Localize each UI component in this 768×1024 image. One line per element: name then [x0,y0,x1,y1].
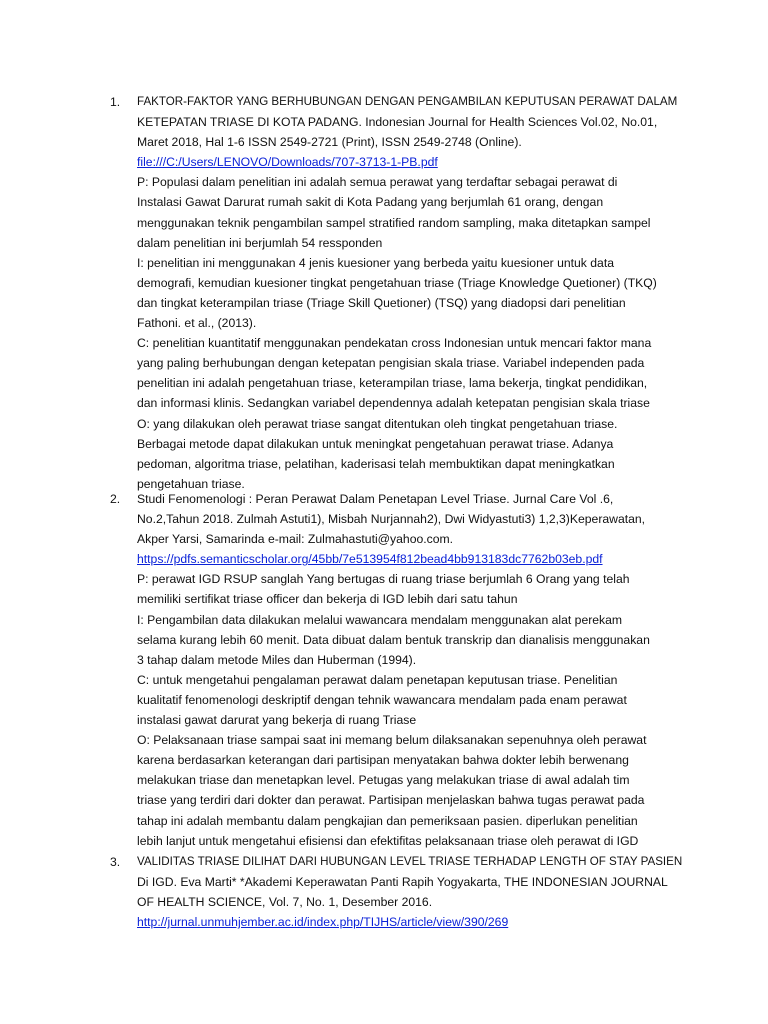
text-line: O: Pelaksanaan triase sampai saat ini memang belum dilaksanakan sepenuhnya oleh perawat [137,733,647,748]
text-line: Akper Yarsi, Samarinda e-mail: Zulmahastuti@yahoo.com. [137,532,454,547]
text-line: instalasi gawat darurat yang bekerja di ruang Triase [137,713,417,728]
reference-link[interactable]: http://jurnal.unmuhjember.ac.id/index.php/TIJHS/article/view/390/269 [137,915,509,930]
text-line: dan tingkat keterampilan triase (Triage Skill Quetioner) (TSQ) yang diadopsi dari penelitian [137,295,626,310]
text-line: VALIDITAS TRIASE DILIHAT DARI HUBUNGAN LEVEL TRIASE TERHADAP LENGTH OF STAY PASIEN [137,855,683,868]
text-line: tahap ini adalah membantu dalam pengkajian dan pemeriksaan pasien. diperlukan penelitian [137,813,638,828]
text-line: Maret 2018, Hal 1-6 ISSN 2549-2721 (Print), ISSN 2549-2748 (Online). [137,135,522,150]
text-line: 3 tahap dalam metode Miles dan Huberman (1994). [137,652,417,667]
text-line: lebih lanjut untuk mengetahui efisiensi dan efektifitas pelaksanaan triase oleh perawat di IGD [137,833,639,848]
text-line: I: penelitian ini menggunakan 4 jenis kuesioner yang berbeda yaitu kuesioner untuk data [137,255,614,270]
text-line: yang paling berhubungan dengan ketepatan pengisian skala triase. Variabel independen pada [137,356,645,371]
text-line: OF HEALTH SCIENCE, Vol. 7, No. 1, Desember 2016. [137,895,433,910]
text-line: dalam penelitian ini berjumlah 54 ressponden [137,235,383,250]
item-body [137,489,685,851]
text-line: Instalasi Gawat Darurat rumah sakit di Kota Padang yang berjumlah 61 orang, dengan [137,195,604,210]
text-line: Berbagai metode dapat dilakukan untuk meningkat pengetahuan perawat triase. Adanya [137,436,614,451]
text-line: P: perawat IGD RSUP sanglah Yang bertugas di ruang triase berjumlah 6 Orang yang telah [137,572,630,587]
reference-link[interactable]: file:///C:/Users/LENOVO/Downloads/707-3713-1-PB.pdf [137,155,438,170]
text-line: C: penelitian kuantitatif menggunakan pendekatan cross Indonesian untuk mencari faktor mana [137,336,652,351]
text-line: O: yang dilakukan oleh perawat triase sangat ditentukan oleh tingkat pengetahuan triase. [137,416,618,431]
text-line: KETEPATAN TRIASE DI KOTA PADANG. Indonesian Journal for Health Sciences Vol.02, No.01, [137,115,658,130]
text-line: Studi Fenomenologi : Peran Perawat Dalam Penetapan Level Triase. Jurnal Care Vol .6, [137,492,614,506]
text-line: FAKTOR-FAKTOR YANG BERHUBUNGAN DENGAN PENGAMBILAN KEPUTUSAN PERAWAT DALAM [137,95,678,108]
text-line: No.2,Tahun 2018. Zulmah Astuti1), Misbah Nurjannah2), Dwi Widyastuti3) 1,2,3)Keperawatan, [137,512,646,527]
text-line: demografi, kemudian kuesioner tingkat pengetahuan triase (Triage Knowledge Quetioner) (TKQ) [137,275,657,290]
text-line: Fathoni. et al., (2013). [137,316,257,331]
text-line: pedoman, algoritma triase, pelatihan, kaderisasi telah membuktikan dapat meningkatkan [137,456,615,471]
text-line: I: Pengambilan data dilakukan melalui wawancara mendalam menggunakan alat perekam [137,612,623,627]
text-line: triase yang terdiri dari dokter dan perawat. Partisipan menjelaskan bahwa tugas perawat pada [137,793,645,808]
text-line: penelitian ini adalah pengetahuan triase, keterampilan triase, lama bekerja, tingkat pendidikan, [137,376,648,391]
item-body [137,92,685,494]
text-line: dan informasi klinis. Sedangkan variabel dependennya adalah ketepatan pengisian skala triase [137,396,650,411]
reference-link[interactable]: https://pdfs.semanticscholar.org/45bb/7e513954f812bead4bb913183dc7762b03eb.pdf [137,552,603,567]
text-line: selama kurang lebih 60 menit. Data dibuat dalam bentuk transkrip dan dianalisis menggunakan [137,632,650,647]
text-line: pengetahuan triase. [137,476,245,491]
item-number: 2. [110,492,121,506]
item-number: 1. [110,95,121,109]
text-line: C: untuk mengetahui pengalaman perawat dalam penetapan keputusan triase. Penelitian [137,672,618,687]
text-line: kualitatif fenomenologi deskriptif dengan tehnik wawancara mendalam pada enam perawat [137,692,627,707]
text-line: karena berdasarkan keterangan dari partisipan menyatakan bahwa dokter lebih berwenang [137,753,629,768]
text-line: P: Populasi dalam penelitian ini adalah semua perawat yang terdaftar sebagai perawat di [137,175,618,190]
text-line: melakukan triase dan menetapkan level. Petugas yang melakukan triase di awal adalah tim [137,773,630,788]
text-line: menggunakan teknik pengambilan sampel stratified random sampling, maka ditetapkan sampel [137,215,651,230]
item-number: 3. [110,855,121,869]
text-line: memiliki sertifikat triase officer dan bekerja di IGD lebih dari satu tahun [137,592,518,607]
item-body [137,852,685,932]
text-line: Di IGD. Eva Marti* *Akademi Keperawatan Panti Rapih Yogyakarta, THE INDONESIAN JOURNAL [137,875,668,890]
